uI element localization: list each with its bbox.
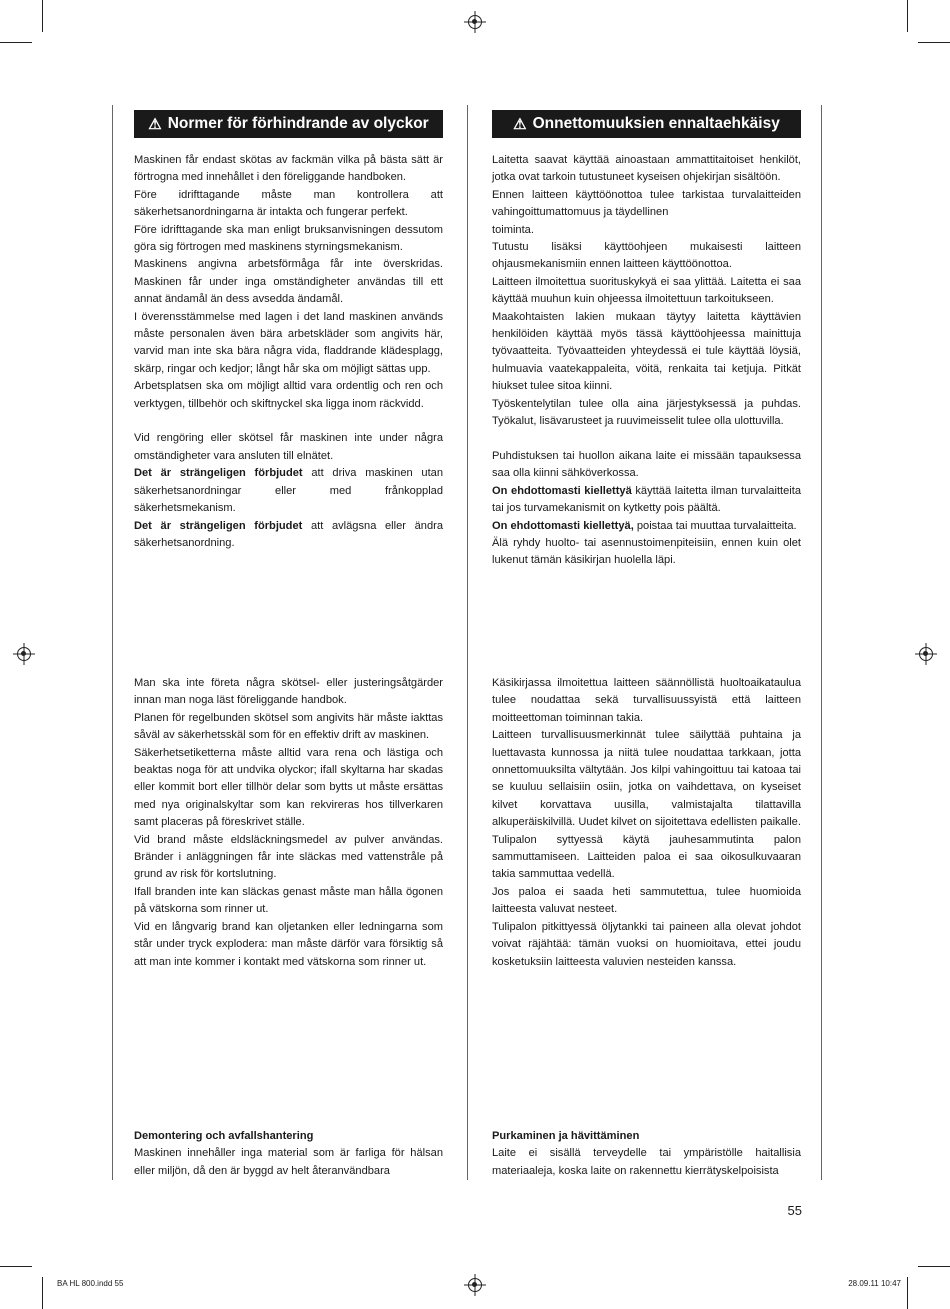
paragraph: Laitetta saavat käyttää ainoastaan ammattitaitoiset henkilöt, jotka ovat tarkoin tutustuneet kyseisen ohjekirjan sisältöön.: [492, 154, 801, 184]
right-section-4: [492, 1128, 801, 1180]
paragraph: Maskinen får endast skötas av fackmän vilka på bästa sätt är förtrogna med innehållet i den föreliggande handboken.: [134, 154, 443, 184]
column-rule-right: [821, 105, 822, 1180]
slug-timestamp: 28.09.11 10:47: [848, 1279, 901, 1288]
paragraph: Jos paloa ei saada heti sammutettua, tulee huomioida laitteesta valuvat nesteet.: [492, 885, 801, 916]
bold-phrase: On ehdottomasti kiellettyä: [492, 484, 632, 497]
paragraph: Maskinen innehåller inga material som är farliga för hälsan eller miljön, då den är byggd av helt återanvändbara: [134, 1147, 443, 1177]
paragraph: Vid brand måste eldsläckningsmedel av pulver användas. Bränder i anläggningen får inte släckas med vattenstråle på grund av risk för kortslutning.: [134, 833, 443, 881]
warning-icon: ⚠: [148, 116, 162, 133]
paragraph: [492, 518, 801, 535]
column-rule-left: [112, 105, 113, 1180]
paragraph: Käsikirjassa ilmoitettua laitteen säännöllistä huoltoaikataulua tulee noudattaa sekä turvallisuussyistä että laitteen moitteettoman toiminnan takia.: [492, 677, 801, 724]
paragraph: Laite ei sisällä terveydelle tai ympäristölle haitallisia materiaaleja, koska laite on rakennettu kierrätyskelpoisista: [492, 1147, 801, 1177]
paragraph-rest: poistaa tai muuttaa turvalaitteita.: [633, 519, 797, 532]
paragraph: Planen för regelbunden skötsel som angivits här måste iakttas såväl av säkerhetsskäl som för en effektiv drift av maskinen.: [134, 711, 443, 742]
left-heading-text: Normer för förhindrande av olyckor: [167, 115, 429, 132]
left-section-4: [134, 1128, 443, 1180]
paragraph: Laitteen ilmoitettua suorituskykyä ei saa ylittää. Laitetta ei saa käyttää muuhun kuin ohjeessa ilmoitettuun tarkoitukseen.: [492, 275, 801, 306]
paragraph: Maakohtaisten lakien mukaan täytyy laitetta käyttävien henkilöiden käyttää myös tässä käyttöohjeessa mainittuja työvaatteita. Työvaatteiden yhteydessä ei tule käyttää löysiä, hulmuavia vaatekappaleita, vöitä, renkaita tai ketjuja. Pitkät hiukset tulee sitoa kiinni.: [492, 310, 801, 393]
paragraph: toiminta.: [492, 223, 534, 236]
left-section-heading: [134, 110, 443, 138]
paragraph: Före idrifttagande ska man enligt bruksanvisningen dessutom göra sig förtrogen med maskinens styrningsmekanism.: [134, 223, 443, 254]
paragraph: Tulipalon syttyessä käytä jauhesammutinta palon sammuttamiseen. Laitteiden paloa ei saa oikosulkuvaaran takia sammuttaa vedellä.: [492, 833, 801, 881]
left-section-1: [134, 152, 443, 552]
paragraph: Puhdistuksen tai huollon aikana laite ei missään tapauksessa saa olla kiinni sähköverkossa.: [492, 449, 801, 480]
registration-mark-icon: [919, 647, 933, 661]
subsection-title: Demontering och avfallshantering: [134, 1130, 314, 1142]
right-section-1: [492, 152, 801, 570]
right-section-heading: [492, 110, 801, 138]
paragraph: Työskentelytilan tulee olla aina järjestyksessä ja puhdas. Työkalut, lisävarusteet ja ruuvimeisselit tulee olla ulottuvilla.: [492, 397, 801, 428]
paragraph: Tutustu lisäksi käyttöohjeen mukaisesti laitteen ohjausmekanismiin ennen laitteen käyttöönottoa.: [492, 241, 801, 271]
paragraph: Säkerhetsetiketterna måste alltid vara rena och lästiga och beaktas noga för att undvika olyckor; ifall skyltarna har skadas eller kommit bort eller tillhör delar som bytts ut måste ersättas med nya originalskyltar som kan rekvireras hos tillverkaren samt placeras på föreskrivet ställe.: [134, 746, 443, 829]
paragraph: Ifall branden inte kan släckas genast måste man hålla ögonen på vätskorna som rinner ut.: [134, 885, 443, 916]
registration-mark-icon: [17, 647, 31, 661]
registration-mark-icon: [468, 1278, 482, 1292]
bold-phrase: Det är strängeligen förbjudet: [134, 467, 303, 480]
paragraph: Vid en långvarig brand kan oljetanken eller ledningarna som står under tryck explodera: man måste därför vara försiktig så att man inte kommer i kontakt med vätskorna som rinner ut.: [134, 920, 443, 968]
right-heading-text: Onnettomuuksien ennaltaehkäisy: [532, 115, 780, 132]
paragraph: [492, 483, 801, 518]
slug-file-name: BA HL 800.indd 55: [57, 1279, 124, 1288]
page-number: 55: [787, 1203, 802, 1218]
paragraph-rest: att driva maskinen utan säkerhetsanordningar eller med frånkopplad säkerhetsmekanism.: [134, 467, 444, 515]
paragraph-rest: att avlägsna eller ändra säkerhetsanordning.: [134, 519, 443, 549]
paragraph: Arbetsplatsen ska om möjligt alltid vara ordentlig och ren och verktygen, tillbehör och skiftnyckel ska ligga inom räckvidd.: [134, 380, 443, 410]
paragraph: Man ska inte företa några skötsel- eller justeringsåtgärder innan man noga läst föreliggande handbok.: [134, 677, 443, 707]
paragraph: Ennen laitteen käyttöönottoa tulee tarkistaa turvalaitteiden vahingoittumattomuus ja täydellinen: [492, 188, 801, 219]
warning-icon: ⚠: [513, 116, 527, 133]
paragraph-rest: käyttää laitetta ilman turvalaitteita tai jos turvamekanismit on kytketty pois päältä.: [492, 484, 801, 515]
right-section-3: [492, 675, 801, 971]
paragraph: Maskinens angivna arbetsförmåga får inte överskridas. Maskinen får under inga omständigheter användas till ett annat ändamål än dess avsedda ändamål.: [134, 258, 443, 306]
paragraph: [134, 518, 443, 553]
subsection-title: Purkaminen ja hävittäminen: [492, 1130, 640, 1142]
paragraph: Tulipalon pitkittyessä öljytankki tai paineen alla olevat johdot voivat räjähtää: tämän vuoksi on huomioitava, ettei joudu kosketuksiin laitteesta valuvien nesteiden kanssa.: [492, 920, 801, 968]
paragraph: I överensstämmelse med lagen i det land maskinen används måste personalen även bära arbetskläder som angivits här, varvid man inte ska bära några vida, fladdrande klädesplagg, skärp, ringar och kedjor; långt hår ska om möjligt sättas upp.: [134, 310, 443, 375]
paragraph: [134, 465, 443, 517]
paragraph: Älä ryhdy huolto- tai asennustoimenpiteisiin, ennen kuin olet lukenut tämän käsikirjan huolella läpi.: [492, 536, 801, 567]
left-section-3: [134, 675, 443, 971]
paragraph: Före idrifttagande måste man kontrollera att säkerhetsanordningarna är intakta och fungerar perfekt.: [134, 188, 443, 219]
paragraph: Vid rengöring eller skötsel får maskinen inte under några omständigheter vara ansluten till elnätet.: [134, 432, 443, 462]
paragraph: Laitteen turvallisuusmerkinnät tulee säilyttää puhtaina ja luettavasta kunnossa ja niitä tulee noudattaa tarkkaan, jotta onnettomuuksilta vältytään. Jos kilpi vahingoittuu tai katoaa tai se kuuluu sellaisiin osiin, jotka on vaihdettava, on kyseiset kilvet korvattava uusilla, valmistajalta tilattavilla alkuperäiskilvillä. Uudet kilvet on sijoitettava edellisten paikalle.: [492, 729, 801, 829]
bold-phrase: Det är strängeligen förbjudet: [134, 519, 303, 532]
column-rule-center: [467, 105, 468, 1180]
bold-phrase: On ehdottomasti kiellettyä,: [492, 519, 634, 532]
registration-mark-icon: [468, 15, 482, 29]
